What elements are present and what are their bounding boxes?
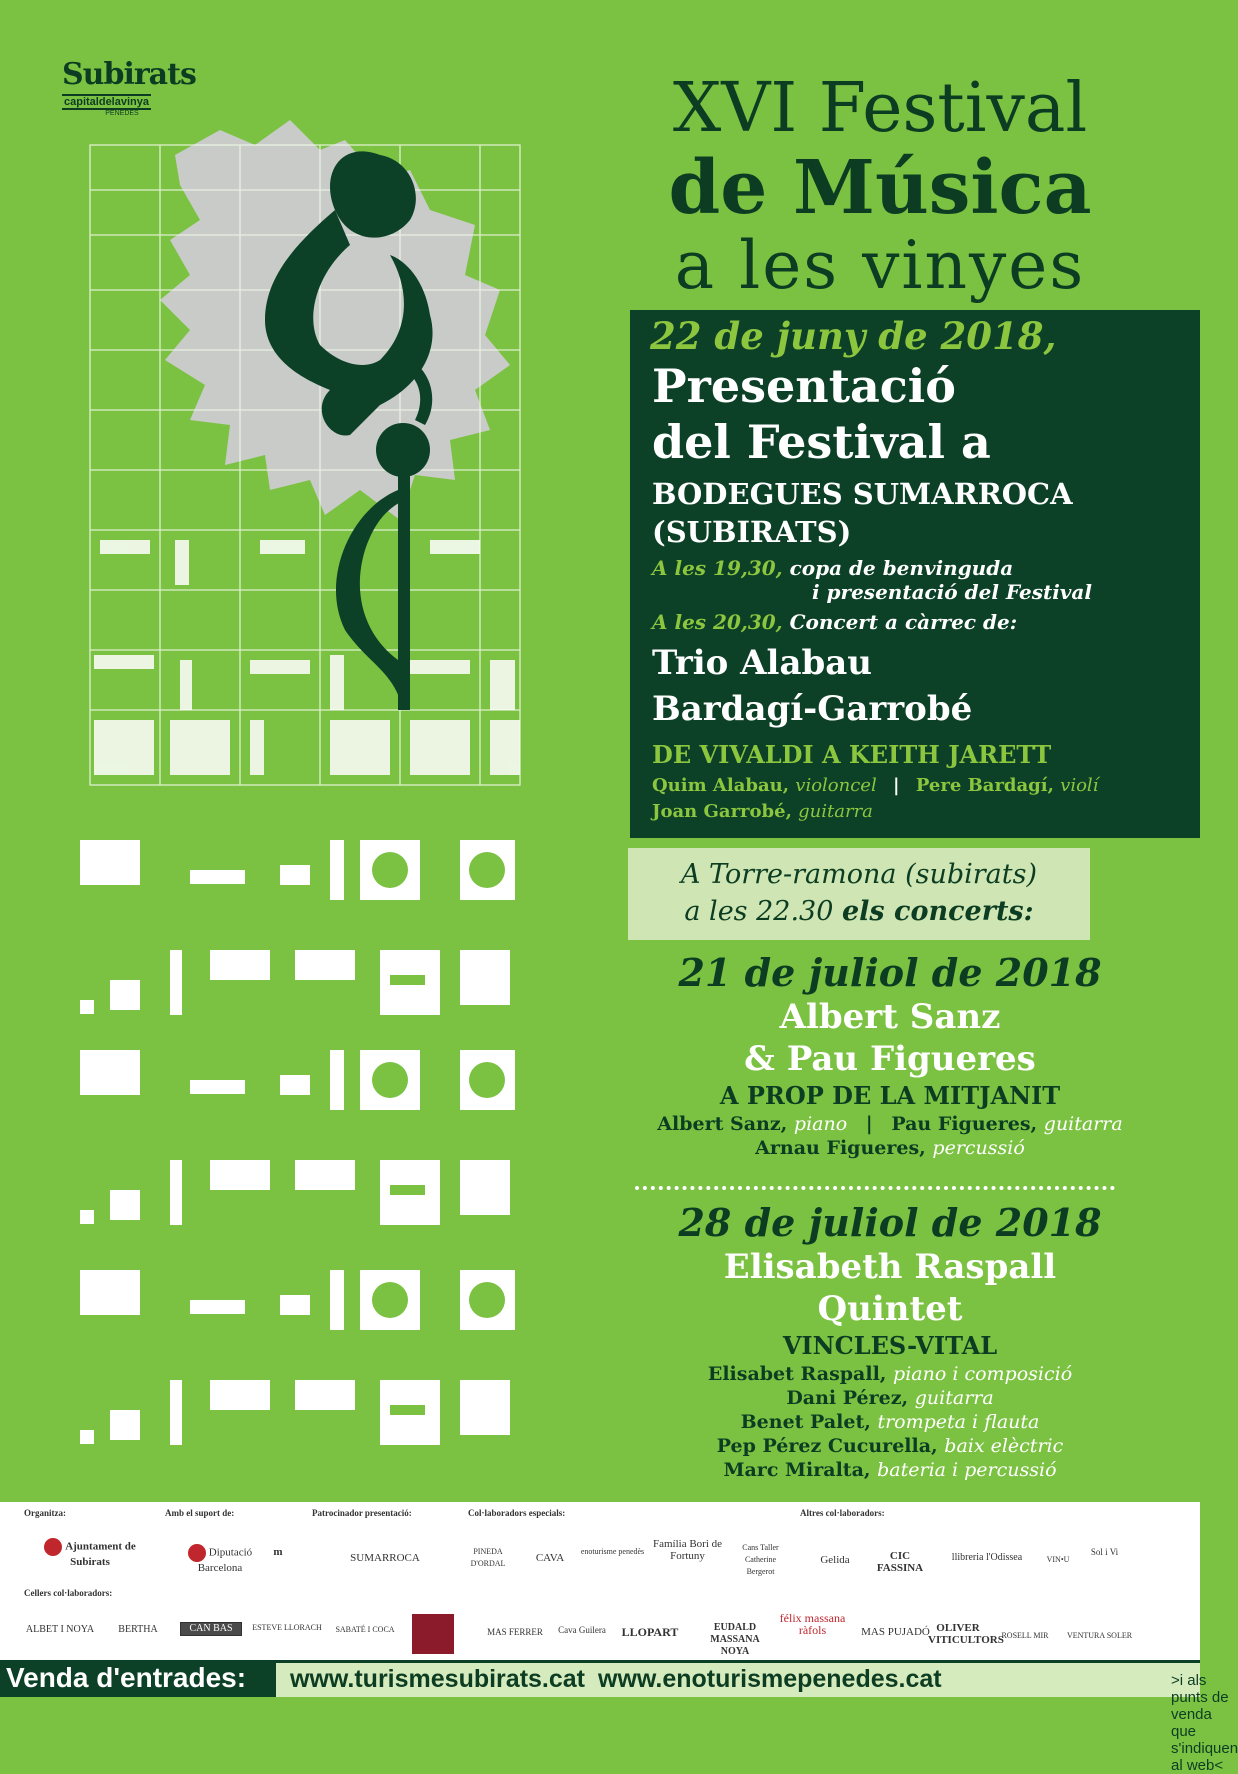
presentation-performer xyxy=(652,640,972,732)
sponsor-logo: m xyxy=(273,1546,283,1558)
sponsor-logo: SUMARROCA xyxy=(350,1552,420,1564)
ticket-label: Venda d'entrades: xyxy=(6,1662,247,1693)
logo-tagline: capitaldelavinya xyxy=(64,96,149,108)
title-line-1: XVI Festival xyxy=(672,69,1088,148)
presentation-venue xyxy=(652,475,1073,551)
enoturisme-penedes-link[interactable]: www.enoturismepenedes.cat xyxy=(598,1665,942,1693)
torre-ramona-box xyxy=(628,848,1090,940)
ornament-row-6 xyxy=(80,1380,510,1445)
winery-logo: OLIVER VITICULTORS xyxy=(928,1622,1004,1646)
letter-blocks xyxy=(94,540,520,775)
musicians-line xyxy=(610,1362,1170,1386)
diputacio-icon xyxy=(188,1544,206,1562)
torre-line-2 xyxy=(628,893,1090,930)
schedule-desc: i presentació del Festival xyxy=(812,580,1092,604)
musicians-line xyxy=(610,1112,1170,1136)
musicians-line xyxy=(610,1136,1170,1160)
turisme-subirats-link[interactable]: www.turismesubirats.cat xyxy=(290,1665,585,1693)
presentation-heading xyxy=(652,358,991,470)
musician-instrument: violoncel xyxy=(795,775,877,796)
concert-2 xyxy=(610,1200,1170,1482)
presentation-heading-line-2: del Festival a xyxy=(652,415,991,469)
presentation-program: DE VIVALDI A KEITH JARETT xyxy=(652,740,1052,769)
presentation-date: 22 de juny de 2018, xyxy=(650,314,1057,358)
winery-logo: ROSELL MIR xyxy=(1001,1631,1049,1640)
musicians-line xyxy=(652,774,1098,798)
label-collaboradors-especials: Col·laboradors especials: xyxy=(468,1508,566,1518)
presentation-heading-line-1: Presentació xyxy=(652,359,956,413)
musician-instrument: trompeta i flauta xyxy=(877,1411,1040,1433)
ornament-row-4 xyxy=(80,1160,510,1225)
musician-name: Dani Pérez, xyxy=(786,1387,909,1409)
concert-performer-line-2: Quintet xyxy=(817,1289,963,1329)
title-line-2: de Música xyxy=(668,145,1092,231)
musician-name: Pep Pérez Cucurella, xyxy=(716,1435,938,1457)
presentation-box xyxy=(630,310,1200,838)
musician-name: Elisabet Raspall, xyxy=(707,1363,887,1385)
winery-logo: EUDALD MASSANA NOYA xyxy=(710,1622,760,1657)
ornament-row-3 xyxy=(80,1050,515,1110)
torre-time: a les 22.30 xyxy=(684,896,834,927)
sponsor-logo: Cans Taller Catherine Bergerot xyxy=(742,1543,779,1576)
logo-brand: Subirats xyxy=(62,57,196,92)
schedule-time: A les 20,30, xyxy=(652,610,783,634)
musician-name: Quim Alabau, xyxy=(652,775,789,796)
winery-logo: BERTHA xyxy=(118,1624,158,1635)
label-organitza: Organitza: xyxy=(24,1508,66,1518)
festival-title xyxy=(600,70,1160,304)
musician-instrument: baix elèctric xyxy=(944,1435,1064,1457)
musicians-line xyxy=(610,1386,1170,1410)
url-box xyxy=(276,1663,1238,1774)
schedule-time: A les 19,30, xyxy=(652,556,783,580)
sponsor-logo: CIC FASSINA xyxy=(876,1550,924,1574)
winery-logo: LLOPART xyxy=(621,1625,679,1639)
musician-name: Pau Figueres, xyxy=(891,1113,1038,1135)
schedule-item xyxy=(652,556,1092,604)
winery-logo: MAS FERRER xyxy=(487,1627,543,1637)
musicians-line xyxy=(610,1458,1170,1482)
sponsor-logo: llibreria l'Odissea xyxy=(951,1552,1023,1563)
sponsor-logo: enoturisme penedès xyxy=(580,1547,645,1556)
musicians-line xyxy=(610,1410,1170,1434)
musician-name: Benet Palet, xyxy=(740,1411,871,1433)
schedule-item xyxy=(652,610,1017,634)
ornament-rows xyxy=(80,840,515,1445)
winery-logo: CAN BAS xyxy=(180,1622,242,1636)
musicians-line xyxy=(610,1434,1170,1458)
performer-line-2: Bardagí-Garrobé xyxy=(652,689,973,729)
label-suport: Amb el suport de: xyxy=(165,1508,235,1518)
separator: | xyxy=(865,1113,873,1135)
crest-icon xyxy=(44,1538,62,1556)
sponsor-logo: CAVA xyxy=(535,1552,565,1564)
sponsor-logo: Sol i Vi xyxy=(1090,1547,1119,1557)
musician-instrument: guitarra xyxy=(1043,1113,1123,1135)
ticket-note: >i als punts de venda que s'indiquen al web< xyxy=(1171,1672,1238,1774)
musician-instrument: guitarra xyxy=(798,801,873,822)
musician-instrument: piano xyxy=(793,1113,848,1135)
schedule-desc: copa de benvinguda xyxy=(789,556,1014,580)
sponsor-logo: PINEDA D'ORDAL xyxy=(470,1547,506,1568)
musician-instrument: percussió xyxy=(932,1137,1025,1159)
winery-logo: MAS PUJADÓ xyxy=(861,1626,930,1638)
concert-performer-line-2: & Pau Figueres xyxy=(744,1039,1036,1079)
musician-instrument: piano i composició xyxy=(893,1363,1073,1385)
ornament-cutouts xyxy=(372,852,505,1415)
concert-program: VINCLES-VITAL xyxy=(782,1331,998,1360)
schedule-desc: Concert a càrrec de: xyxy=(789,610,1018,634)
label-altres: Altres col·laboradors: xyxy=(800,1508,885,1518)
torre-concerts: els concerts: xyxy=(842,896,1034,927)
musician-name: Albert Sanz, xyxy=(657,1113,788,1135)
musician-instrument: violí xyxy=(1060,775,1099,796)
concert-date: 21 de juliol de 2018 xyxy=(678,950,1102,995)
title-line-3: a les vinyes xyxy=(674,227,1086,304)
label-cellers: Cellers col·laboradors: xyxy=(24,1588,113,1598)
ornament-row-5 xyxy=(80,1270,515,1330)
separator: | xyxy=(893,775,900,796)
festival-artwork xyxy=(80,60,580,1500)
winery-logo: Cava Guilera xyxy=(558,1625,606,1635)
torre-line-1: A Torre-ramona (subirats) xyxy=(680,859,1038,890)
musician-name: Joan Garrobé, xyxy=(652,801,792,822)
winery-logo: félix massana ràfols xyxy=(779,1611,846,1637)
winery-logo: ESTEVE LLORACH xyxy=(252,1623,322,1632)
sponsor-logo: VIN•U xyxy=(1046,1555,1070,1564)
musician-name: Arnau Figueres, xyxy=(755,1137,926,1159)
sponsor-logo: Família Bori de Fortuny xyxy=(652,1538,723,1562)
venue-line-2: (SUBIRATS) xyxy=(652,515,852,549)
ornament-row-1 xyxy=(80,840,515,900)
musician-instrument: bateria i percussió xyxy=(877,1459,1057,1481)
sponsor-logo: Diputació Barcelona xyxy=(175,1544,265,1574)
musician-name: Pere Bardagí, xyxy=(915,775,1054,796)
label-patrocinador: Patrocinador presentació: xyxy=(312,1508,412,1518)
winery-logo: SABATÉ I COCA xyxy=(335,1625,395,1634)
sponsor-logo: Gelida xyxy=(820,1554,850,1566)
concert-1 xyxy=(610,950,1170,1160)
sponsors-strip xyxy=(0,1502,1200,1660)
dotted-divider xyxy=(635,1186,1115,1190)
performer-line-1: Trio Alabau xyxy=(652,643,873,683)
winery-logo: VENTURA SOLER xyxy=(1066,1631,1133,1640)
ornament-row-2 xyxy=(80,950,510,1015)
venue-line-1: BODEGUES SUMARROCA xyxy=(652,477,1073,511)
musicians-line xyxy=(652,800,873,824)
winery-logo-box xyxy=(412,1614,454,1654)
concert-performer-line-1: Elisabeth Raspall xyxy=(723,1247,1057,1287)
concert-performer-line-1: Albert Sanz xyxy=(779,997,1001,1037)
logo-subline: PENEDÈS xyxy=(105,110,139,117)
sponsor-logo: Ajuntament de Subirats xyxy=(30,1538,150,1568)
ticket-footer xyxy=(0,1660,1238,1774)
concert-program: A PROP DE LA MITJANIT xyxy=(719,1081,1061,1110)
concert-date: 28 de juliol de 2018 xyxy=(678,1200,1102,1245)
musician-name: Marc Miralta, xyxy=(723,1459,871,1481)
musician-instrument: guitarra xyxy=(914,1387,994,1409)
winery-logo: ALBET I NOYA xyxy=(25,1624,95,1635)
